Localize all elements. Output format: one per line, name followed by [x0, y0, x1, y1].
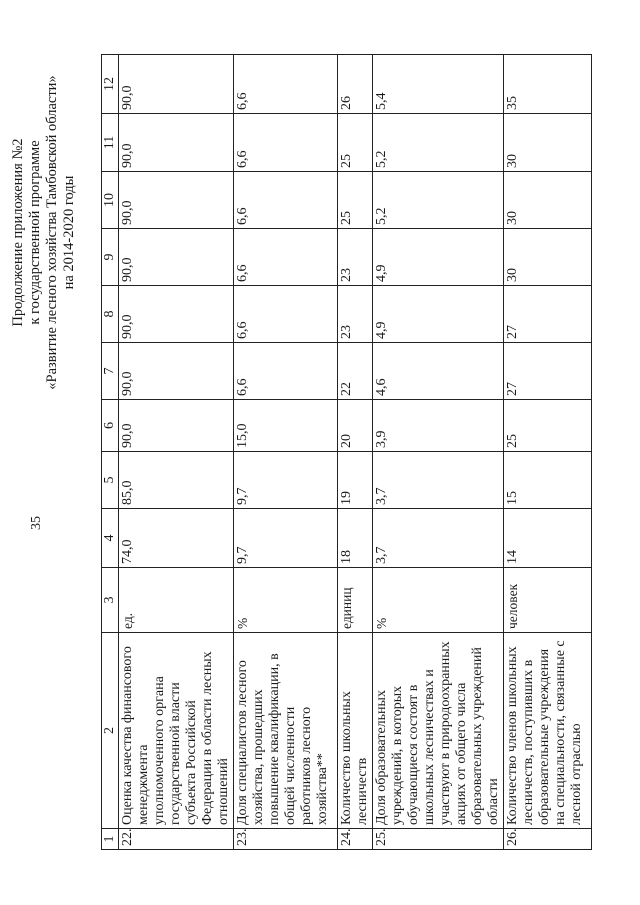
unit-cell: единиц	[338, 568, 373, 633]
value-cell: 5,2	[373, 114, 504, 172]
table-row	[234, 55, 338, 850]
value-cell: 30	[504, 229, 592, 286]
row-number: 25.	[373, 829, 504, 850]
value-cell: 5,2	[373, 172, 504, 229]
value-cell: 90,0	[119, 229, 234, 286]
header-cell: 5	[102, 452, 119, 509]
value-cell: 6,6	[234, 229, 338, 286]
value-cell: 6,6	[234, 172, 338, 229]
value-cell: 6,6	[234, 343, 338, 400]
indicator-name: Количество членов школьных лесничеств, поступивших в образовательные учреждения на специальности, связанные с лесной отраслью	[504, 633, 592, 829]
header-cell: 6	[102, 400, 119, 452]
row-number: 26.	[504, 829, 592, 850]
header-cell: 7	[102, 343, 119, 400]
header-row	[102, 55, 119, 850]
caption-line: к государственной программе	[27, 140, 43, 325]
table-row	[338, 55, 373, 850]
value-cell: 74,0	[119, 509, 234, 568]
caption-line: Продолжение приложения №2	[10, 138, 26, 327]
value-cell: 6,6	[234, 286, 338, 343]
value-cell: 35	[504, 55, 592, 114]
value-cell: 25	[338, 172, 373, 229]
value-cell: 9,7	[234, 509, 338, 568]
indicator-name: Оценка качества финансового менеджмента уполномоченного органа государственной власти субъекта Российской Федерации в области лесных отношений	[119, 633, 234, 829]
value-cell: 27	[504, 343, 592, 400]
unit-cell: %	[234, 568, 338, 633]
indicators-table	[101, 54, 592, 850]
header-cell: 10	[102, 172, 119, 229]
header-cell: 1	[102, 829, 119, 850]
value-cell: 25	[504, 400, 592, 452]
value-cell: 90,0	[119, 114, 234, 172]
unit-cell: %	[373, 568, 504, 633]
indicator-name: Доля образовательных учреждений, в которых обучающиеся состоят в школьных лесничествах и участвуют в природоохранных акциях от общего числа образовательных учреждений области	[373, 633, 504, 829]
header-cell: 8	[102, 286, 119, 343]
value-cell: 6,6	[234, 55, 338, 114]
value-cell: 4,9	[373, 286, 504, 343]
header-cell: 9	[102, 229, 119, 286]
header-cell: 3	[102, 568, 119, 633]
table-row	[119, 55, 234, 850]
value-cell: 85,0	[119, 452, 234, 509]
unit-cell: человек	[504, 568, 592, 633]
value-cell: 6,6	[234, 114, 338, 172]
appendix-caption	[10, 10, 78, 455]
value-cell: 23	[338, 229, 373, 286]
header-cell: 2	[102, 633, 119, 829]
value-cell: 19	[338, 452, 373, 509]
value-cell: 90,0	[119, 55, 234, 114]
value-cell: 3,9	[373, 400, 504, 452]
value-cell: 26	[338, 55, 373, 114]
value-cell: 20	[338, 400, 373, 452]
indicator-name: Количество школьных лесничеств	[338, 633, 373, 829]
row-number: 22.	[119, 829, 234, 850]
unit-cell: ед.	[119, 568, 234, 633]
header-cell: 11	[102, 114, 119, 172]
value-cell: 3,7	[373, 452, 504, 509]
value-cell: 90,0	[119, 172, 234, 229]
indicator-name: Доля специалистов лесного хозяйства, прошедших повышение квалификации, в общей численности работников лесного хозяйства**	[234, 633, 338, 829]
value-cell: 14	[504, 509, 592, 568]
table-row	[373, 55, 504, 850]
value-cell: 18	[338, 509, 373, 568]
value-cell: 90,0	[119, 343, 234, 400]
value-cell: 3,7	[373, 509, 504, 568]
row-number: 23.	[234, 829, 338, 850]
value-cell: 30	[504, 114, 592, 172]
value-cell: 9,7	[234, 452, 338, 509]
page-number: 35	[29, 516, 44, 530]
value-cell: 90,0	[119, 400, 234, 452]
value-cell: 25	[338, 114, 373, 172]
value-cell: 22	[338, 343, 373, 400]
value-cell: 27	[504, 286, 592, 343]
value-cell: 4,6	[373, 343, 504, 400]
caption-line: на 2014-2020 годы	[61, 175, 77, 290]
row-number: 24.	[338, 829, 373, 850]
value-cell: 5,4	[373, 55, 504, 114]
value-cell: 23	[338, 286, 373, 343]
value-cell: 30	[504, 172, 592, 229]
header-cell: 12	[102, 55, 119, 114]
value-cell: 90,0	[119, 286, 234, 343]
value-cell: 4,9	[373, 229, 504, 286]
value-cell: 15,0	[234, 400, 338, 452]
value-cell: 15	[504, 452, 592, 509]
header-cell: 4	[102, 509, 119, 568]
caption-line: «Развитие лесного хозяйства Тамбовской области»	[44, 75, 60, 390]
table-row	[504, 55, 592, 850]
